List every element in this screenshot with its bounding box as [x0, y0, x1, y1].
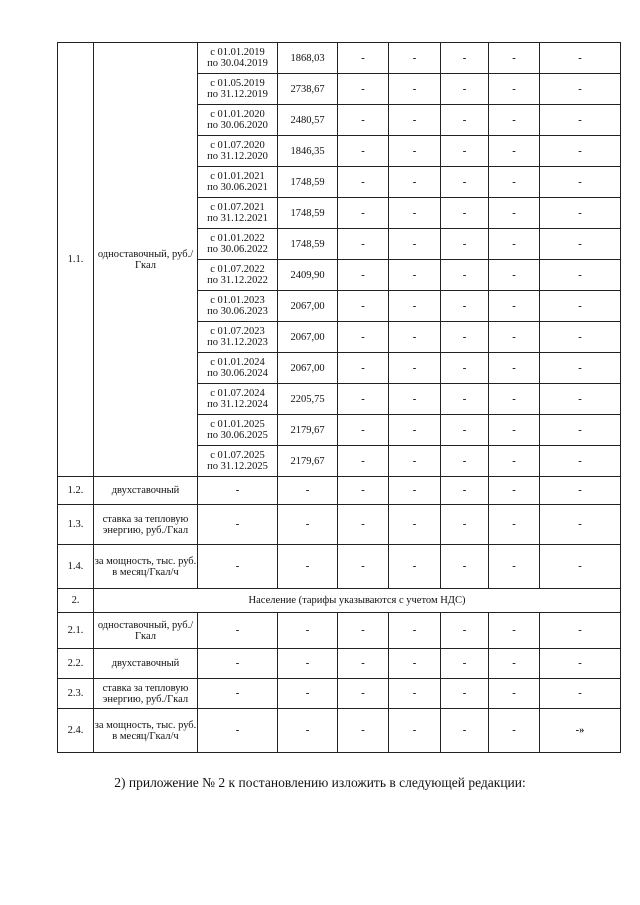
empty-value-cell: - [338, 322, 389, 353]
empty-value-cell: - [489, 167, 540, 198]
empty-value-cell: - [441, 229, 489, 260]
period-to: по 30.06.2020 [207, 120, 268, 131]
empty-value-cell: - [540, 229, 621, 260]
empty-value-cell: - [198, 545, 278, 589]
empty-value-cell: - [389, 43, 441, 74]
period-cell [198, 260, 278, 291]
empty-value-cell: - [540, 167, 621, 198]
period-from: с 01.07.2025 [210, 450, 265, 461]
period-to: по 31.12.2019 [207, 89, 268, 100]
empty-value-cell: - [441, 415, 489, 446]
period-to: по 31.12.2023 [207, 337, 268, 348]
empty-value-cell: - [489, 679, 540, 709]
empty-value-cell: - [489, 260, 540, 291]
empty-value-cell: - [489, 505, 540, 545]
empty-value-cell: - [389, 505, 441, 545]
period-from: с 01.05.2019 [210, 78, 265, 89]
period-from: с 01.07.2022 [210, 264, 265, 275]
empty-value-cell: - [540, 291, 621, 322]
empty-value-cell: - [441, 613, 489, 649]
empty-value-cell: - [489, 477, 540, 505]
empty-value-cell: - [489, 545, 540, 589]
period-from: с 01.07.2020 [210, 140, 265, 151]
empty-value-cell: - [389, 136, 441, 167]
empty-value-cell: - [489, 353, 540, 384]
tariff-name: двухставочный [94, 649, 198, 679]
empty-value-cell: - [278, 679, 338, 709]
tariff-value: 2067,00 [278, 291, 338, 322]
empty-value-cell: - [338, 613, 389, 649]
period-cell [198, 105, 278, 136]
empty-value-cell: - [198, 709, 278, 753]
empty-value-cell: - [540, 613, 621, 649]
period-cell [198, 415, 278, 446]
empty-value-cell: - [441, 679, 489, 709]
empty-value-cell: - [389, 384, 441, 415]
empty-value-cell: - [389, 415, 441, 446]
empty-value-cell: - [338, 545, 389, 589]
empty-value-cell: - [278, 649, 338, 679]
period-to: по 30.06.2023 [207, 306, 268, 317]
row-number: 2.4. [58, 709, 94, 753]
empty-value-cell: - [489, 446, 540, 477]
empty-value-cell: - [198, 649, 278, 679]
empty-value-cell: - [441, 167, 489, 198]
empty-value-cell: - [540, 105, 621, 136]
empty-value-cell: - [338, 709, 389, 753]
empty-value-cell: - [338, 477, 389, 505]
tariff-name: двухставочный [94, 477, 198, 505]
period-cell [198, 384, 278, 415]
empty-value-cell: - [489, 291, 540, 322]
empty-value-cell: - [489, 43, 540, 74]
empty-value-cell: - [338, 167, 389, 198]
empty-value-cell: - [540, 43, 621, 74]
empty-value-cell: - [489, 709, 540, 753]
empty-value-cell: - [441, 260, 489, 291]
empty-value-cell: - [389, 167, 441, 198]
empty-value-cell: - [389, 353, 441, 384]
empty-value-cell: - [489, 198, 540, 229]
empty-value-cell: - [489, 136, 540, 167]
period-from: с 01.01.2025 [210, 419, 265, 430]
empty-value-cell: - [489, 649, 540, 679]
row-number: 2.2. [58, 649, 94, 679]
tariff-name: одноставочный, руб./Гкал [94, 613, 198, 649]
row-number: 1.3. [58, 505, 94, 545]
period-to: по 30.06.2021 [207, 182, 268, 193]
period-from: с 01.01.2019 [210, 47, 265, 58]
table-row [58, 505, 621, 545]
empty-value-cell: - [278, 709, 338, 753]
empty-value-cell: - [441, 709, 489, 753]
period-from: с 01.01.2023 [210, 295, 265, 306]
period-from: с 01.07.2024 [210, 388, 265, 399]
empty-value-cell: - [338, 291, 389, 322]
period-cell [198, 446, 278, 477]
empty-value-cell: - [389, 260, 441, 291]
empty-value-cell: - [540, 505, 621, 545]
table-row [58, 709, 621, 753]
table-row [58, 649, 621, 679]
paragraph-text: 2) приложение № 2 к постановлению изложить в следующей редакции: [114, 775, 526, 790]
empty-value-cell: - [540, 136, 621, 167]
period-to: по 30.06.2025 [207, 430, 268, 441]
empty-value-cell: - [540, 198, 621, 229]
period-to: по 30.04.2019 [207, 58, 268, 69]
tariff-value: 1748,59 [278, 229, 338, 260]
tariff-value: 1846,35 [278, 136, 338, 167]
empty-value-cell: - [441, 198, 489, 229]
tariff-name: ставка за тепловую энергию, руб./Гкал [94, 679, 198, 709]
period-from: с 01.01.2022 [210, 233, 265, 244]
empty-value-cell: - [389, 679, 441, 709]
empty-value-cell: - [389, 709, 441, 753]
empty-value-cell: - [441, 322, 489, 353]
empty-value-cell: - [338, 384, 389, 415]
empty-value-cell: - [389, 649, 441, 679]
empty-value-cell: - [540, 384, 621, 415]
empty-value-cell: - [441, 649, 489, 679]
empty-value-cell: - [338, 136, 389, 167]
row-number: 1.1. [58, 43, 94, 477]
tariff-value: 2179,67 [278, 446, 338, 477]
tariff-value: 2067,00 [278, 322, 338, 353]
tariff-name: за мощность, тыс. руб. в месяц/Гкал/ч [94, 545, 198, 589]
empty-value-cell: - [441, 446, 489, 477]
period-cell [198, 353, 278, 384]
period-cell [198, 229, 278, 260]
empty-value-cell: - [338, 649, 389, 679]
period-from: с 01.01.2020 [210, 109, 265, 120]
empty-value-cell: - [540, 679, 621, 709]
empty-value-cell: - [338, 105, 389, 136]
empty-value-cell: - [338, 43, 389, 74]
empty-value-cell: - [338, 415, 389, 446]
empty-value-cell: - [338, 260, 389, 291]
tariff-name: за мощность, тыс. руб. в месяц/Гкал/ч [94, 709, 198, 753]
empty-value-cell: - [198, 613, 278, 649]
period-cell [198, 198, 278, 229]
tariff-value: 2067,00 [278, 353, 338, 384]
empty-value-cell: - [489, 74, 540, 105]
table-row [58, 545, 621, 589]
period-to: по 31.12.2021 [207, 213, 268, 224]
period-cell [198, 322, 278, 353]
empty-value-cell: - [338, 446, 389, 477]
empty-value-cell: - [489, 105, 540, 136]
period-to: по 30.06.2024 [207, 368, 268, 379]
empty-value-cell: - [441, 384, 489, 415]
tariff-value: 2480,57 [278, 105, 338, 136]
section-header-row [58, 589, 621, 613]
row-number: 2. [58, 589, 94, 613]
empty-value-cell: - [489, 613, 540, 649]
table-row [58, 613, 621, 649]
empty-value-cell: - [338, 74, 389, 105]
empty-value-cell: - [540, 415, 621, 446]
empty-value-cell: - [389, 229, 441, 260]
period-cell [198, 167, 278, 198]
empty-value-cell: - [338, 679, 389, 709]
empty-value-cell: - [278, 613, 338, 649]
tariff-value: 1748,59 [278, 167, 338, 198]
empty-value-cell: - [338, 198, 389, 229]
empty-value-cell: - [389, 291, 441, 322]
table-row [58, 679, 621, 709]
period-cell [198, 43, 278, 74]
empty-value-cell: - [489, 384, 540, 415]
empty-value-cell: - [389, 446, 441, 477]
section-title: Население (тарифы указываются с учетом НДС) [94, 589, 621, 613]
period-from: с 01.07.2023 [210, 326, 265, 337]
period-to: по 30.06.2022 [207, 244, 268, 255]
empty-value-cell: - [540, 74, 621, 105]
empty-value-cell: - [540, 353, 621, 384]
empty-value-cell: - [278, 545, 338, 589]
empty-value-cell: - [540, 545, 621, 589]
tariff-name: ставка за тепловую энергию, руб./Гкал [94, 505, 198, 545]
empty-value-cell: - [441, 291, 489, 322]
empty-value-cell: - [389, 545, 441, 589]
period-from: с 01.01.2024 [210, 357, 265, 368]
tariff-name: одноставочный, руб./Гкал [94, 43, 198, 477]
empty-value-cell: - [441, 353, 489, 384]
empty-value-cell: - [540, 446, 621, 477]
tariff-value: 1868,03 [278, 43, 338, 74]
empty-value-cell: -» [540, 709, 621, 753]
period-to: по 31.12.2020 [207, 151, 268, 162]
period-cell [198, 291, 278, 322]
period-to: по 31.12.2024 [207, 399, 268, 410]
empty-value-cell: - [441, 477, 489, 505]
period-cell [198, 74, 278, 105]
empty-value-cell: - [540, 260, 621, 291]
row-number: 1.4. [58, 545, 94, 589]
empty-value-cell: - [198, 505, 278, 545]
tariff-value: 2738,67 [278, 74, 338, 105]
empty-value-cell: - [278, 505, 338, 545]
empty-value-cell: - [389, 74, 441, 105]
empty-value-cell: - [489, 229, 540, 260]
tariff-value: 2205,75 [278, 384, 338, 415]
row-number: 2.3. [58, 679, 94, 709]
empty-value-cell: - [540, 649, 621, 679]
empty-value-cell: - [338, 505, 389, 545]
empty-value-cell: - [338, 229, 389, 260]
empty-value-cell: - [441, 105, 489, 136]
period-to: по 31.12.2025 [207, 461, 268, 472]
tariff-value: 1748,59 [278, 198, 338, 229]
empty-value-cell: - [441, 505, 489, 545]
period-cell [198, 136, 278, 167]
empty-value-cell: - [389, 322, 441, 353]
empty-value-cell: - [389, 613, 441, 649]
tariff-value: 2409,90 [278, 260, 338, 291]
empty-value-cell: - [338, 353, 389, 384]
table-row [58, 43, 621, 74]
tariff-table [57, 42, 621, 753]
empty-value-cell: - [389, 198, 441, 229]
table-row [58, 477, 621, 505]
empty-value-cell: - [540, 477, 621, 505]
tariff-value: 2179,67 [278, 415, 338, 446]
empty-value-cell: - [198, 477, 278, 505]
empty-value-cell: - [441, 545, 489, 589]
period-to: по 31.12.2022 [207, 275, 268, 286]
empty-value-cell: - [489, 415, 540, 446]
empty-value-cell: - [441, 43, 489, 74]
empty-value-cell: - [389, 477, 441, 505]
period-from: с 01.07.2021 [210, 202, 265, 213]
empty-value-cell: - [489, 322, 540, 353]
empty-value-cell: - [198, 679, 278, 709]
empty-value-cell: - [278, 477, 338, 505]
period-from: с 01.01.2021 [210, 171, 265, 182]
empty-value-cell: - [540, 322, 621, 353]
empty-value-cell: - [389, 105, 441, 136]
row-number: 2.1. [58, 613, 94, 649]
empty-value-cell: - [441, 136, 489, 167]
empty-value-cell: - [441, 74, 489, 105]
row-number: 1.2. [58, 477, 94, 505]
